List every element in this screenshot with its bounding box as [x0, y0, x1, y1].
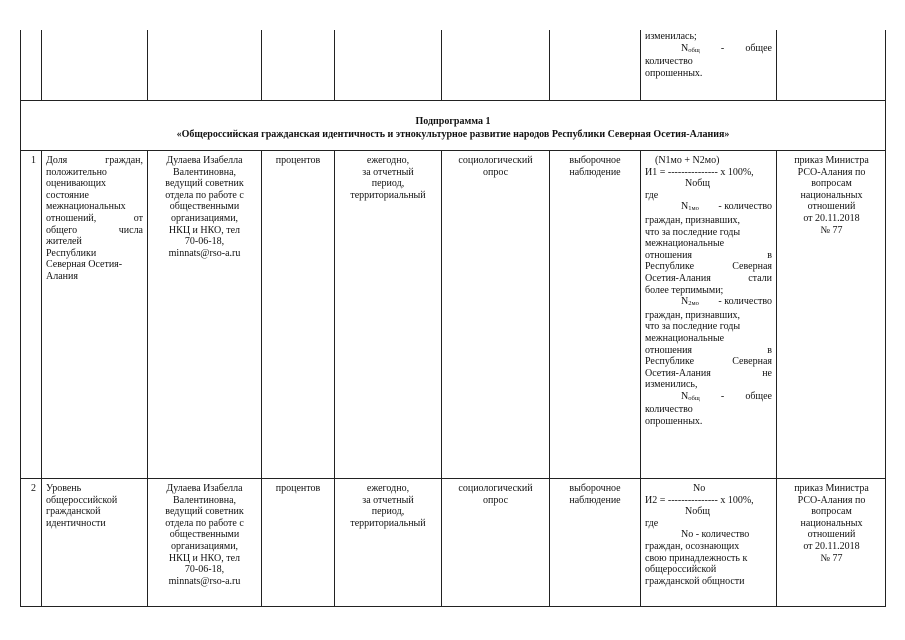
text-line: Доля граждан, — [46, 155, 143, 166]
table-border — [640, 150, 641, 607]
formula-n2-def: N2мо - количество граждан, признавших, что за последние годы межнациональные отношения в Республике Северная Осетия-Алания не изменились, — [645, 296, 772, 391]
table-border — [776, 150, 777, 607]
text-line: гражданской — [46, 506, 101, 518]
dash: - — [720, 42, 725, 54]
unit-cell: процентов — [275, 155, 321, 166]
formula-denominator: Nобщ — [685, 178, 711, 190]
table-border — [776, 30, 777, 100]
text-line: отношений, от — [46, 212, 143, 224]
text-line: социологический — [458, 483, 533, 494]
text-line: общероссийской — [46, 494, 118, 506]
table-border — [147, 30, 148, 100]
table-border — [20, 606, 886, 607]
text-line: вопросам — [811, 178, 852, 190]
text-line: РСО-Алания по — [797, 494, 866, 506]
observation-cell — [550, 483, 640, 506]
responsible-cell — [150, 483, 259, 587]
text-line: опрос — [482, 494, 509, 506]
responsible-cell — [150, 155, 259, 259]
observation-cell — [550, 155, 640, 178]
email-text: minnats@rso-a.ru — [168, 575, 241, 587]
text-line: опрошенных. — [645, 67, 703, 79]
text-line: Республики — [46, 247, 97, 259]
formula-cell — [645, 155, 772, 428]
text-line: граждан, осознающих — [645, 540, 740, 552]
text-line: количество — [645, 56, 693, 68]
text-line: период, — [371, 178, 405, 190]
source-cell — [442, 483, 549, 506]
text-line: организациями, — [170, 212, 239, 224]
formula-numerator: Nо — [693, 483, 706, 494]
periodicity-cell — [335, 155, 441, 201]
text-line: межнациональных — [46, 201, 126, 213]
formula-where: где — [645, 189, 659, 201]
text-line: положительно — [46, 166, 107, 178]
table-border — [334, 150, 335, 607]
subprogram-title: Подпрограмма 1 — [415, 116, 491, 127]
symbol: Nобщ — [681, 42, 700, 54]
text-line: НКЦ и НКО, тел — [168, 552, 241, 564]
periodicity-cell — [335, 483, 441, 529]
table-border — [640, 30, 641, 100]
text-line: социологический — [458, 155, 533, 166]
table-border — [334, 30, 335, 100]
table-border — [441, 150, 442, 607]
text-line: общероссийской — [645, 564, 717, 576]
text-line: жителей — [46, 236, 82, 248]
source-cell — [442, 155, 549, 178]
row-number: 1 — [31, 155, 36, 166]
text-line: изменилась; — [645, 31, 697, 42]
table-border — [261, 150, 262, 607]
text-word: общее — [745, 42, 772, 54]
table-border — [261, 30, 262, 100]
text-line: Валентиновна, — [172, 166, 237, 178]
text-line: свою принадлежность к — [645, 552, 748, 564]
text-line: от 20.11.2018 — [803, 212, 860, 224]
table-border — [441, 30, 442, 100]
text-line: ежегодно, — [366, 483, 410, 494]
text-line: Nо - количество — [681, 529, 750, 541]
table-border — [549, 30, 550, 100]
formula-numerator: (N1мо + N2мо) — [655, 155, 720, 166]
basis-cell — [778, 483, 885, 564]
text-line: № 77 — [820, 552, 843, 564]
text-line: Уровень — [46, 483, 82, 494]
text-line: РСО-Алания по — [797, 166, 866, 178]
text-line: оценивающих — [46, 178, 107, 190]
text-line: наблюдение — [569, 494, 621, 506]
formula-where: где — [645, 517, 659, 529]
text-line: приказ Министра — [794, 155, 869, 166]
text-line: гражданской общности — [645, 575, 745, 587]
text-line: национальных — [800, 189, 863, 201]
text-line: выборочное — [569, 483, 621, 494]
text-line: отношений — [807, 201, 856, 213]
table-border — [549, 150, 550, 607]
indicator-cell — [46, 483, 143, 529]
text-line: состояние — [46, 189, 89, 201]
text-line: вопросам — [811, 506, 852, 518]
subprogram-header — [20, 115, 886, 141]
basis-cell — [778, 155, 885, 236]
text-line: выборочное — [569, 155, 621, 166]
text-line: приказ Министра — [794, 483, 869, 494]
text-line: 70-06-18, — [184, 236, 225, 248]
text-line: наблюдение — [569, 166, 621, 178]
text-line: общественными — [169, 201, 240, 213]
text-line: Дулаева Изабелла — [166, 483, 243, 494]
text-line: от 20.11.2018 — [803, 540, 860, 552]
text-line: опрос — [482, 166, 509, 178]
text-line: № 77 — [820, 224, 843, 236]
text-line: Северная Осетия- — [46, 259, 123, 271]
formula-cell — [645, 483, 772, 605]
row-number: 2 — [31, 483, 36, 494]
text-line: идентичности — [46, 517, 106, 529]
text-line: Алания — [46, 270, 78, 282]
table-border — [20, 478, 886, 479]
formula-total-def: Nобщ - общее количество опрошенных. — [645, 390, 772, 428]
table-border — [20, 100, 886, 101]
text-line: отношений — [807, 529, 856, 541]
text-line: территориальный — [350, 517, 426, 529]
text-line: период, — [371, 506, 405, 518]
text-line: ведущий советник — [165, 178, 244, 190]
table-border — [41, 150, 42, 607]
text-line: 70-06-18, — [184, 564, 225, 576]
text-line: организациями, — [170, 540, 239, 552]
text-line: ведущий советник — [165, 506, 244, 518]
text-line: отдела по работе с — [165, 517, 244, 529]
text-line: за отчетный — [362, 166, 414, 178]
text-line: Дулаева Изабелла — [166, 155, 243, 166]
formula-n1-def: N1мо - количество граждан, признавших, что за последние годы межнациональные отношения в Республике Северная Осетия-Алания стали более терпимыми; — [645, 201, 772, 296]
text-line: отдела по работе с — [165, 189, 244, 201]
indicator-cell — [46, 155, 143, 283]
table-border — [147, 150, 148, 607]
text-line: за отчетный — [362, 494, 414, 506]
text-line — [645, 43, 772, 57]
email-text: minnats@rso-a.ru — [168, 247, 241, 259]
text-line: национальных — [800, 517, 863, 529]
formula-main: И1 = --------------- х 100%, — [645, 166, 754, 178]
table-border — [41, 30, 42, 100]
text-line: НКЦ и НКО, тел — [168, 224, 241, 236]
text-line: территориальный — [350, 189, 426, 201]
table-border — [20, 150, 886, 151]
method-cell-continued — [645, 31, 772, 79]
text-line: Валентиновна, — [172, 494, 237, 506]
text-line: общественными — [169, 529, 240, 541]
formula-main: И2 = --------------- х 100%, — [645, 494, 754, 506]
text-line: общего числа — [46, 224, 143, 236]
unit-cell: процентов — [275, 483, 321, 494]
text-line: ежегодно, — [366, 155, 410, 166]
subprogram-name: «Общероссийская гражданская идентичность и этнокультурное развитие народов Республики Северная Осетия-Алания» — [176, 129, 730, 140]
formula-denominator: Nобщ — [685, 506, 711, 518]
